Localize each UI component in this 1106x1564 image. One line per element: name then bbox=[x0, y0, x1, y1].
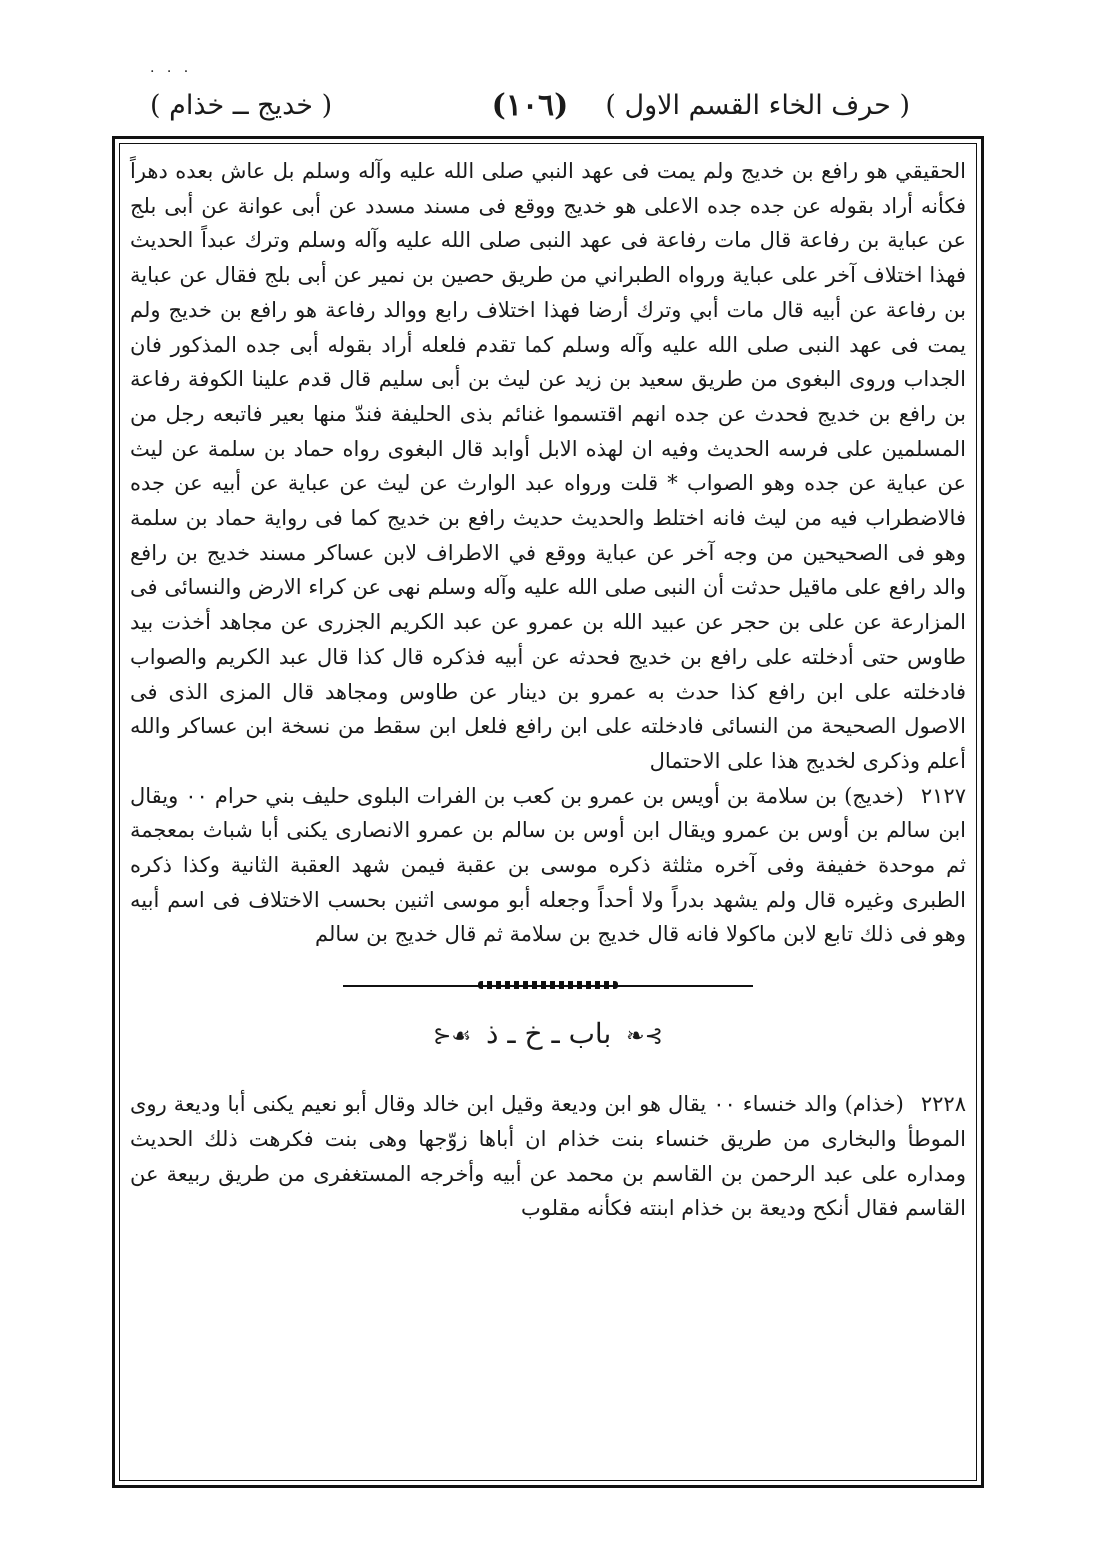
chapter-heading: ( حرف الخاء القسم الاول ) bbox=[605, 90, 910, 121]
page-body bbox=[130, 154, 966, 1474]
entries-range: ( خديج ــ خذام ) bbox=[150, 90, 333, 121]
entry-number: ٢٢٢٨ bbox=[920, 1092, 966, 1117]
section-title-text: باب ـ خ ـ ذ bbox=[486, 1017, 612, 1051]
ornamental-divider bbox=[343, 980, 753, 992]
entry-text: (خذام) والد خنساء ٠٠ يقال هو ابن وديعة وقيل ابن خالد وقال أبو نعيم يكنى أبا وديعة روى الموطأ والبخارى من طريق خنساء بنت خذام ان أباها زوّجها وهى بنت فكرهت ذلك الحديث ومداره على عبد الرحمن بن القاسم بن محمد عن أبيه وأخرجه المستغفرى من طريق ربيعة عن القاسم فقال أنكح وديعة بن خذام ابنته فكأنه مقلوب bbox=[130, 1092, 966, 1221]
entry-number: ٢١٢٧ bbox=[920, 783, 966, 808]
page-header bbox=[150, 86, 910, 126]
paragraph-continuation: الحقيقي هو رافع بن خديج ولم يمت فى عهد النبي صلى الله عليه وآله وسلم بل عاش بعده دهراً فكأنه أراد بقوله عن جده جده الاعلى هو خديج ووقع فى مسند مسدد عن أبى عوانة عن أبى بلج عن عباية بن رفاعة قال مات رفاعة فى عهد النبى صلى الله عليه وآله وسلم وترك عبداً الحديث فهذا اختلاف آخر على عباية ورواه الطبراني من طريق حصين بن نمير عن أبى بلج فقال عن عباية بن رفاعة عن أبيه قال مات أبي وترك أرضا فهذا اختلاف رابع ووالد رفاعة هو رافع بن خديج ولم يمت فى عهد النبى صلى الله عليه وآله وسلم كما تقدم فلعله أراد بقوله أبى جده المذكور فان الجداب وروى البغوى من طريق سعيد بن زيد عن ليث بن أبى سليم قال قدم علينا الكوفة رفاعة بن رافع بن خديج فحدث عن جده انهم اقتسموا غنائم بذى الحليفة فندّ منها بعير فاتبعه رجل من المسلمين على فرسه الحديث وفيه ان لهذه الابل أوابد قال البغوى رواه حماد بن سلمة عن ليث عن عباية عن جده وهو الصواب * قلت ورواه عبد الوارث عن ليث عن عباية عن أبيه عن جده فالاضطراب فيه من ليث فانه اختلط والحديث حديث رافع بن خديج كما فى رواية حماد بن سلمة وهو فى الصحيحين من وجه آخر عن عباية ووقع في الاطراف لابن عساكر مسند خديج بن رافع والد رافع على ماقيل حدثت أن النبى صلى الله عليه وآله وسلم نهى عن كراء الارض والنسائى فى المزارعة عن على بن حجر عن عبيد الله بن عمرو عن عبد الكريم الجزرى عن مجاهد أخذت بيد طاوس حتى أدخلته على رافع بن خديج فحدثه عن أبيه فذكره قال كذا قال عبد الكريم والصواب فادخلته على ابن رافع كذا حدث به عمرو بن دينار عن طاوس ومجاهد قال المزى الذى فى الاصول الصحيحة من النسائى فادخلته على ابن رافع فلعل ابن سقط من نسخة ابن عساكر والله أعلم وذكرى لخديج هذا على الاحتمال bbox=[130, 159, 967, 773]
top-specks: . . . bbox=[150, 60, 193, 76]
section-heading bbox=[130, 1014, 966, 1057]
page-number: (١٠٦) bbox=[491, 88, 569, 123]
entry-text: (خديج) بن سلامة بن أويس بن عمرو بن كعب بن الفرات البلوى حليف بني حرام ٠٠ ويقال ابن سالم بن أوس بن عمرو ويقال ابن أوس بن سالم بن عمرو الانصارى يكنى أبا شباث بمعجمة ثم موحدة خفيفة وفى آخره مثلثة ذكره موسى بن عقبة فيمن شهد العقبة الثانية وكذا ذكره الطبرى وغيره قال ولم يشهد بدراً ولا أحداً وجعله أبو موسى اثنين بحسب الاختلاف فى اسم أبيه وهو فى ذلك تابع لابن ماكولا فانه قال خديج بن سلامة ثم قال خديج بن سالم bbox=[130, 783, 966, 947]
entry-2127 bbox=[130, 779, 966, 953]
ornament-right-icon: ⊱❧ bbox=[626, 1024, 664, 1050]
entry-2228 bbox=[130, 1087, 966, 1226]
ornament-left-icon: ☙⊰ bbox=[432, 1024, 472, 1050]
